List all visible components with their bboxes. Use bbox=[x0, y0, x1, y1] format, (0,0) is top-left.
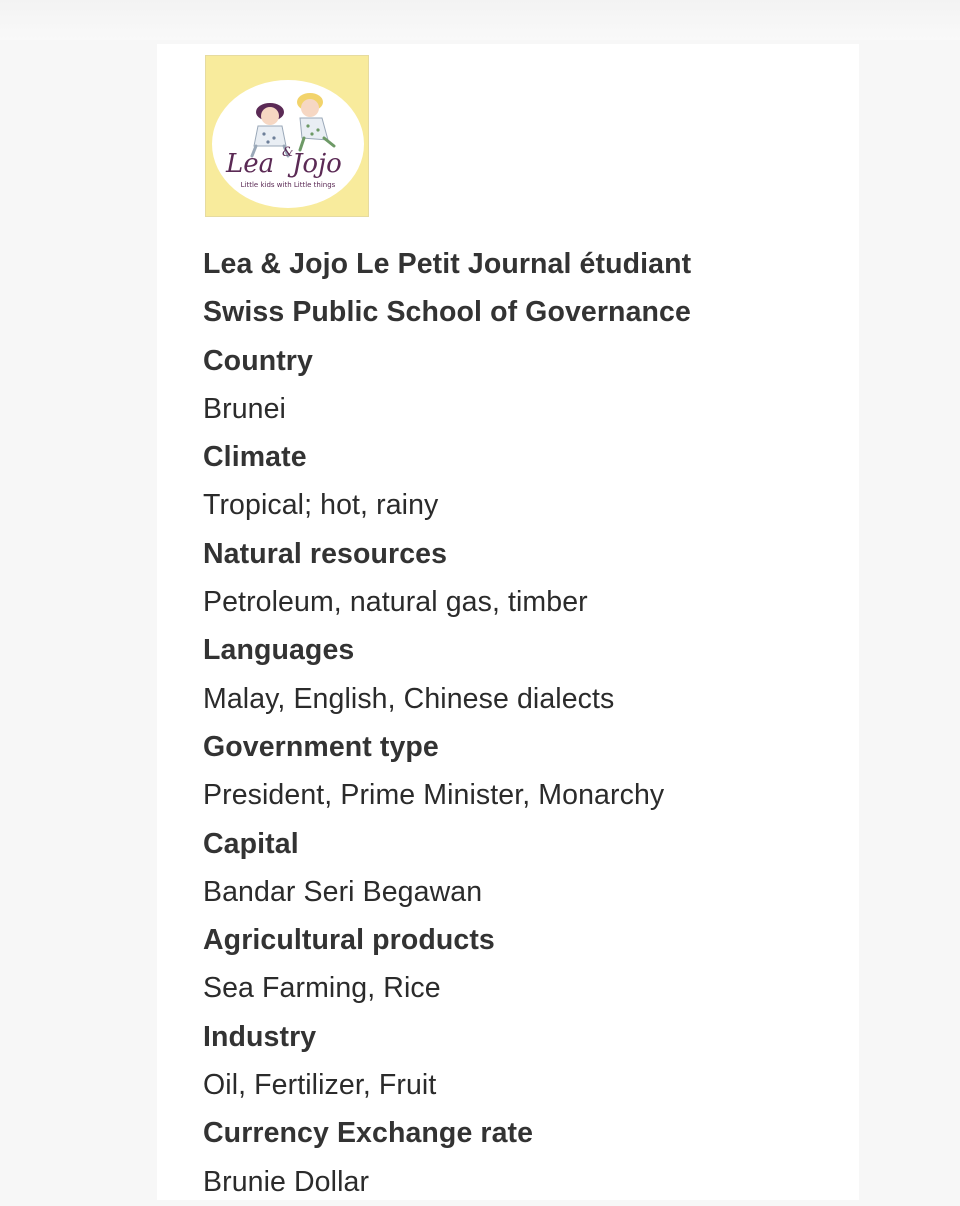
field-label: Languages bbox=[203, 634, 355, 667]
field-label: Government type bbox=[203, 730, 439, 763]
field-value: Sea Farming, Rice bbox=[203, 972, 441, 1005]
top-band bbox=[0, 0, 960, 40]
document-title: Lea & Jojo Le Petit Journal étudiant bbox=[203, 248, 692, 280]
document-content bbox=[203, 240, 843, 1206]
field-label: Country bbox=[203, 344, 313, 377]
field-value: Tropical; hot, rainy bbox=[203, 489, 439, 522]
field-value: Bandar Seri Begawan bbox=[203, 875, 483, 908]
field-label: Currency Exchange rate bbox=[203, 1117, 534, 1150]
field-label: Capital bbox=[203, 827, 299, 860]
logo-title-amp: & bbox=[282, 145, 294, 160]
logo-title-right: Jojo bbox=[292, 149, 342, 179]
document-subtitle: Swiss Public School of Governance bbox=[203, 296, 691, 329]
logo-tagline: Little kids with Little things bbox=[240, 181, 336, 189]
field-label: Climate bbox=[203, 441, 307, 474]
field-value: Oil, Fertilizer, Fruit bbox=[203, 1069, 437, 1102]
field-value: Brunie Dollar bbox=[203, 1165, 370, 1198]
field-value: Malay, English, Chinese dialects bbox=[203, 682, 615, 715]
field-value: President, Prime Minister, Monarchy bbox=[203, 779, 665, 812]
lea-jojo-logo bbox=[205, 55, 369, 217]
logo-artwork bbox=[206, 56, 369, 217]
field-value: Brunei bbox=[203, 392, 286, 425]
logo-title-left: Lea bbox=[226, 149, 275, 179]
field-label: Industry bbox=[203, 1020, 317, 1053]
field-label: Agricultural products bbox=[203, 924, 495, 957]
field-label: Natural resources bbox=[203, 537, 448, 570]
field-value: Petroleum, natural gas, timber bbox=[203, 586, 588, 619]
